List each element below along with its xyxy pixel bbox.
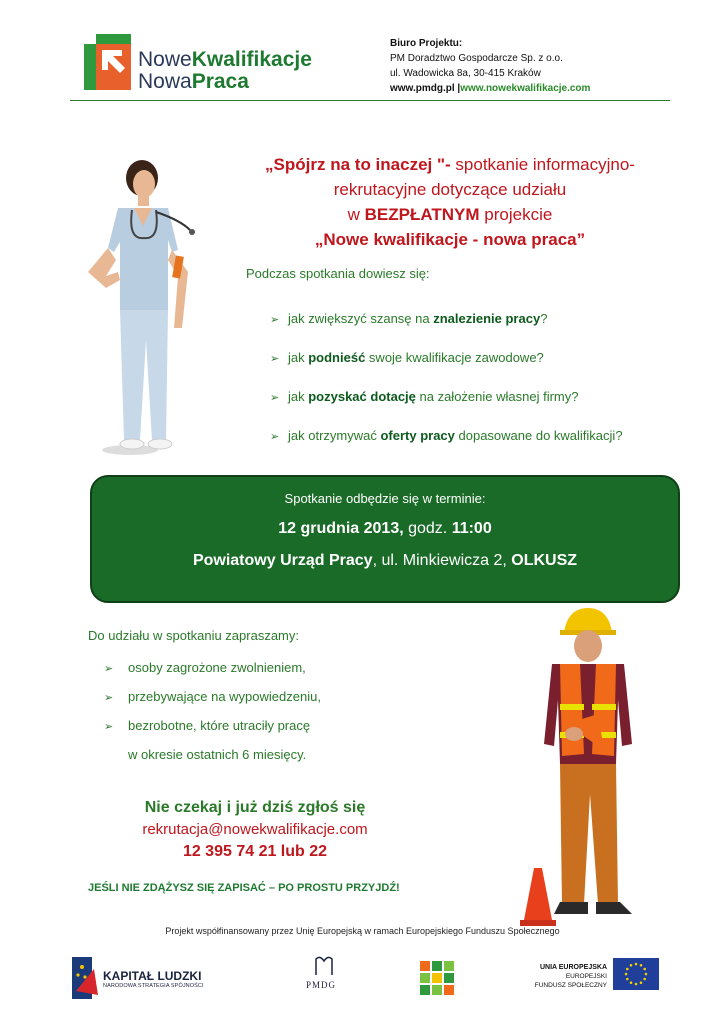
arrow-bullet-icon: ➢ [270, 314, 280, 326]
event-place: Powiatowy Urząd Pracy, ul. Minkiewicza 2, OLKUSZ [192, 552, 578, 569]
arrow-bullet-icon: ➢ [104, 721, 114, 733]
list-item: ➢ jak zwiększyć szansę na znalezienie pracy? [270, 311, 548, 326]
eu-funding-note: Projekt współfinansowany przez Unię Europejską w ramach Europejskiego Funduszu Społecznego [165, 926, 560, 936]
cta-heading: Nie czekaj i już dziś zgłoś się [144, 799, 366, 816]
arrow-bullet-icon: ➢ [270, 353, 280, 365]
event-title: „Spójrz na to inaczej "- spotkanie informacyjno- rekrutacyjne dotyczące udziału w BEZPŁATNYM projekcie „Nowe kwalifikacje - nowa praca” [265, 155, 635, 249]
list-item: ➢ bezrobotne, które utraciły pracę [104, 718, 311, 733]
project-office-info: Biuro Projektu: PM Doradztwo Gospodarcze Sp. z o.o. ul. Wadowicka 8a, 30-415 Kraków www.pmdg.pl |www.nowekwalifikacje.com [390, 38, 591, 94]
kapital-ludzki-icon [70, 955, 100, 1001]
banner-intro: Spotkanie odbędzie się w terminie: [284, 491, 486, 506]
kapital-ludzki-logo: KAPITAŁ LUDZKI NARODOWA STRATEGIA SPÓJNOŚCI [103, 969, 204, 989]
office-web-link-1[interactable]: www.pmdg.pl [390, 83, 455, 94]
arrow-bullet-icon: ➢ [270, 392, 280, 404]
office-web-link-2[interactable]: www.nowekwalifikacje.com [460, 83, 591, 94]
logo-wordmark: NoweKwalifikacje NowaPraca [138, 48, 312, 93]
contact-email[interactable]: rekrutacja@nowekwalifikacje.com [142, 821, 368, 838]
list-item: ➢ jak otrzymywać oferty pracy dopasowane do kwalifikacji? [270, 428, 623, 443]
office-company: PM Doradztwo Gospodarcze Sp. z o.o. [390, 53, 563, 64]
office-address: ul. Wadowicka 8a, 30-415 Kraków [390, 68, 541, 79]
pmdg-logo: PMDG [306, 980, 337, 990]
list-item: ➢ osoby zagrożone zwolnieniem, [104, 660, 306, 675]
call-to-action [110, 797, 400, 863]
walk-in-note: JEŚLI NIE ZDĄŻYSZ SIĘ ZAPISAĆ – PO PROSTU PRZYJDŹ! [88, 882, 400, 894]
header-divider [70, 100, 670, 101]
event-details-banner [90, 475, 680, 603]
nurse-illustration [70, 160, 210, 460]
list-item: w okresie ostatnich 6 miesięcy. [128, 747, 307, 762]
eu-flag-icon [613, 958, 659, 990]
traffic-cone-icon [518, 866, 558, 928]
invite-heading: Do udziału w spotkaniu zapraszamy: [88, 628, 299, 643]
arrow-bullet-icon: ➢ [104, 692, 114, 704]
test-group-icon [418, 955, 462, 999]
event-date: 12 grudnia 2013, godz. 11:00 [278, 520, 492, 537]
arrow-bullet-icon: ➢ [104, 663, 114, 675]
eu-logo-text: UNIA EUROPEJSKA EUROPEJSKI FUNDUSZ SPOŁECZNY [534, 964, 607, 989]
list-item: ➢ przebywające na wypowiedzeniu, [104, 689, 321, 704]
intro-text: Podczas spotkania dowiesz się: [246, 266, 430, 281]
list-item: ➢ jak podnieść swoje kwalifikacje zawodowe? [270, 350, 544, 365]
list-item: ➢ jak pozyskać dotację na założenie własnej firmy? [270, 389, 579, 404]
pmdg-icon [310, 955, 340, 977]
contact-phone[interactable]: 12 395 74 21 lub 22 [182, 843, 328, 860]
arrow-bullet-icon: ➢ [270, 431, 280, 443]
logo-icon [84, 34, 131, 90]
office-label: Biuro Projektu: [390, 38, 463, 49]
